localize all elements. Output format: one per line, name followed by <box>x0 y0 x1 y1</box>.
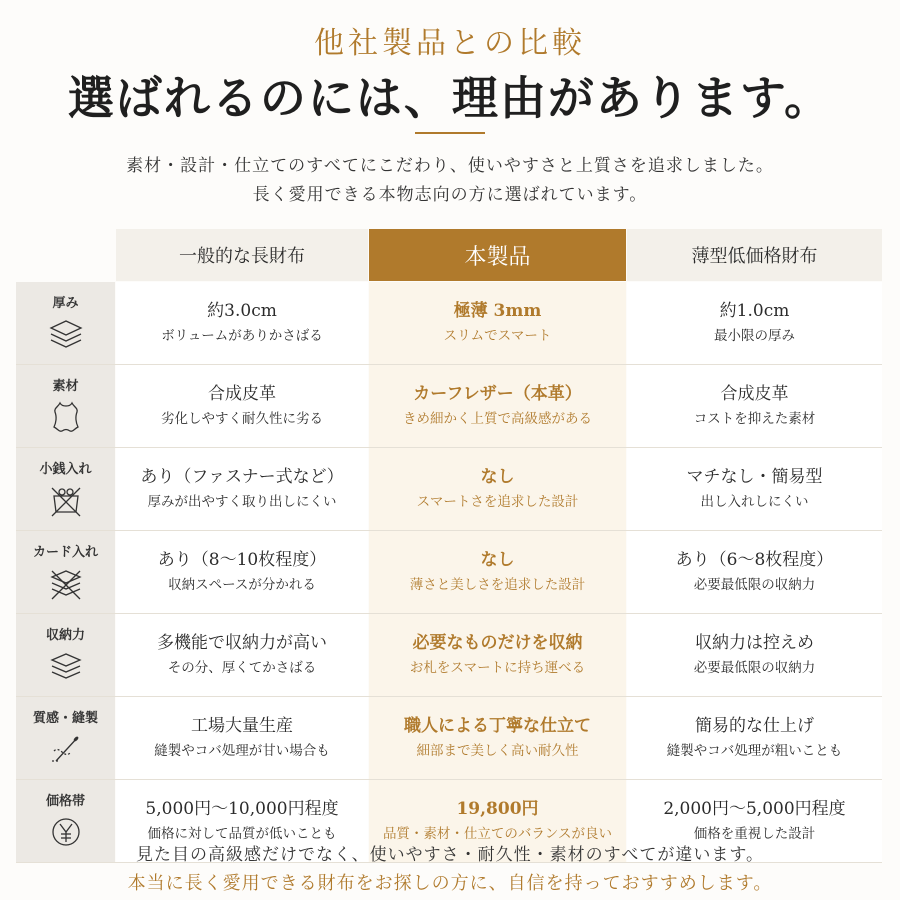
cell-sub: その分、厚くてかさばる <box>167 660 317 676</box>
table-row <box>16 365 882 448</box>
cell-main: 2,000円〜5,000円程度 <box>663 799 846 819</box>
product-cell <box>369 448 626 530</box>
standard-wallet-cell <box>116 697 368 779</box>
standard-wallet-cell <box>116 448 368 530</box>
row-label-cell <box>16 448 115 530</box>
row-label: 収納力 <box>45 628 85 643</box>
cell-sub: お札をスマートに持ち運べる <box>409 660 586 676</box>
column-header-thin-cheap-wallet: 薄型低価格財布 <box>627 229 882 281</box>
standard-wallet-cell <box>116 531 368 613</box>
cell-sub: 必要最低限の収納力 <box>693 577 816 593</box>
column-header-standard-wallet: 一般的な長財布 <box>116 229 368 281</box>
cell-main: なし <box>480 467 515 487</box>
row-label-cell <box>16 531 115 613</box>
cell-sub: 細部まで美しく高い耐久性 <box>416 743 579 759</box>
row-label-cell <box>16 365 115 447</box>
footer-line-2: 本当に長く愛用できる財布をお探しの方に、自信を持っておすすめします。 <box>127 873 773 894</box>
standard-wallet-cell <box>116 365 368 447</box>
thin-wallet-cell <box>627 697 882 779</box>
cell-sub: 薄さと美しさを追求した設計 <box>409 577 586 593</box>
product-cell <box>369 282 626 364</box>
page-title: 選ばれるのには、理由があります。 <box>67 71 833 125</box>
cell-main: 約1.0cm <box>719 301 790 321</box>
cell-sub: 縫製やコバ処理が粗いことも <box>666 743 843 759</box>
product-cell <box>369 365 626 447</box>
cell-main: あり（6〜8枚程度） <box>675 550 834 570</box>
table-row <box>16 614 882 697</box>
card-stack-crossed-icon <box>48 565 84 601</box>
row-label-cell <box>16 614 115 696</box>
cell-sub: 価格に対して品質が低いことも <box>147 826 337 842</box>
product-cell <box>369 697 626 779</box>
coin-purse-crossed-icon <box>48 482 84 518</box>
layers-icon <box>48 316 84 352</box>
product-cell <box>369 531 626 613</box>
table-row <box>16 448 882 531</box>
row-label-cell <box>16 697 115 779</box>
cell-sub: 価格を重視した設計 <box>693 826 816 842</box>
cell-sub: ボリュームがありかさばる <box>161 328 323 344</box>
leather-hide-icon <box>48 399 84 435</box>
title-divider <box>415 132 485 134</box>
table-row <box>16 531 882 614</box>
cell-sub: 出し入れしにくい <box>700 494 809 510</box>
lead-text <box>0 152 900 210</box>
table-row <box>16 697 882 780</box>
lead-line-1: 素材・設計・仕立てのすべてにこだわり、使いやすさと上質さを追求しました。 <box>126 156 774 176</box>
footer-line-1: 見た目の高級感だけでなく、使いやすさ・耐久性・素材のすべてが違います。 <box>136 845 764 865</box>
needle-thread-icon <box>48 731 84 767</box>
cell-sub: きめ細かく上質で高級感がある <box>403 411 592 427</box>
thin-wallet-cell <box>627 614 882 696</box>
stack-icon <box>48 648 84 684</box>
cell-main: 収納力は控えめ <box>695 633 814 653</box>
row-label: 小銭入れ <box>39 462 92 477</box>
table-row <box>16 282 882 365</box>
thin-wallet-cell <box>627 282 882 364</box>
cell-main: 極薄 3mm <box>453 301 542 321</box>
cell-main: 5,000円〜10,000円程度 <box>145 799 339 819</box>
section-kicker: 他社製品との比較 <box>314 26 586 61</box>
cell-sub: 最小限の厚み <box>714 328 795 344</box>
standard-wallet-cell <box>116 614 368 696</box>
row-label: カード入れ <box>32 545 98 560</box>
row-label: 厚み <box>52 296 79 311</box>
cell-main: 19,800円 <box>456 799 539 819</box>
cell-sub: 縫製やコバ処理が甘い場合も <box>154 743 330 759</box>
cell-main: 工場大量生産 <box>191 716 293 736</box>
cell-main: 多機能で収納力が高い <box>157 633 327 653</box>
cell-sub: 必要最低限の収納力 <box>693 660 816 676</box>
column-header-this-product: 本製品 <box>369 229 626 281</box>
standard-wallet-cell <box>116 282 368 364</box>
cell-main: なし <box>480 550 515 570</box>
cell-main: 簡易的な仕上げ <box>695 716 814 736</box>
product-cell <box>369 614 626 696</box>
row-label: 質感・縫製 <box>32 711 98 726</box>
cell-main: 合成皮革 <box>720 384 789 404</box>
cell-main: あり（ファスナー式など） <box>140 467 344 487</box>
cell-main: あり（8〜10枚程度） <box>157 550 327 570</box>
cell-main: 合成皮革 <box>208 384 276 404</box>
cell-sub: コストを抑えた素材 <box>693 411 816 427</box>
cell-sub: 劣化しやすく耐久性に劣る <box>161 411 323 427</box>
cell-sub: 品質・素材・仕立てのバランスが良い <box>382 826 613 842</box>
row-label: 価格帯 <box>45 794 85 809</box>
cell-sub: スリムでスマート <box>443 328 552 344</box>
cell-main: 職人による丁寧な仕立て <box>404 716 591 736</box>
cell-main: 約3.0cm <box>207 301 277 321</box>
cell-main: 必要なものだけを収納 <box>412 633 583 653</box>
thin-wallet-cell <box>627 531 882 613</box>
cell-main: マチなし・簡易型 <box>686 467 823 487</box>
cell-sub: 厚みが出やすく取り出しにくい <box>147 494 337 510</box>
cell-main: カーフレザー（本革） <box>413 384 582 404</box>
lead-line-2: 長く愛用できる本物志向の方に選ばれています。 <box>252 185 648 205</box>
row-label: 素材 <box>52 379 79 394</box>
cell-sub: 収納スペースが分かれる <box>168 577 316 593</box>
thin-wallet-cell <box>627 365 882 447</box>
row-label-cell <box>16 282 115 364</box>
cell-sub: スマートさを追求した設計 <box>416 494 579 510</box>
thin-wallet-cell <box>627 448 882 530</box>
